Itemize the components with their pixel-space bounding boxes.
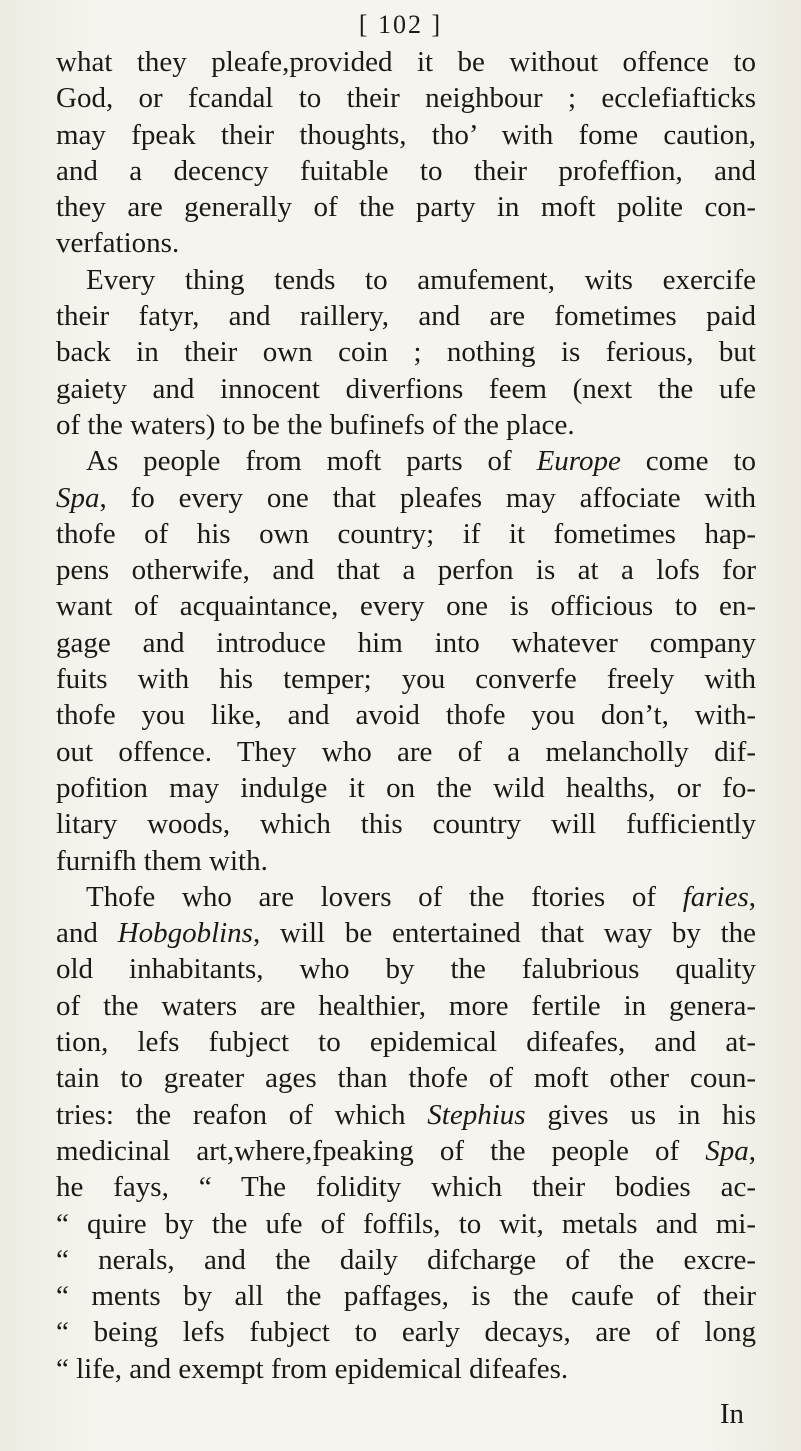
text-line: tain to greater ages than thofe of moft other coun- bbox=[56, 1062, 756, 1095]
quote-line: “ nerals, and the daily difcharge of the excre- bbox=[56, 1243, 756, 1276]
quote-line: “ quire by the ufe of foffils, to wit, metals and mi- bbox=[56, 1207, 756, 1240]
text-line: they are generally of the party in moft polite con- bbox=[56, 191, 756, 224]
text-line: verfations. bbox=[56, 227, 180, 260]
text-line: out offence. They who are of a melancholly dif- bbox=[56, 735, 756, 768]
text-line: God, or fcandal to their neighbour ; ecclefiafticks bbox=[56, 82, 756, 115]
text-line: tries: the reafon of which Stephius gives us in his bbox=[56, 1098, 756, 1131]
text-line: pens otherwife, and that a perfon is at a lofs for bbox=[56, 554, 756, 587]
text-line: he fays, “ The folidity which their bodies ac- bbox=[56, 1171, 756, 1204]
text-line: may fpeak their thoughts, tho’ with fome caution, bbox=[56, 118, 756, 151]
text-line: As people from moft parts of Europe come to bbox=[86, 445, 757, 478]
text-line: what they pleafe,provided it be without offence to bbox=[56, 46, 756, 78]
text-line: their fatyr, and raillery, and are fometimes paid bbox=[56, 300, 756, 333]
italic-word: Hobgoblins bbox=[117, 917, 253, 950]
text-line: Spa, fo every one that pleafes may affociate with bbox=[56, 481, 756, 514]
text-line: old inhabitants, who by the falubrious quality bbox=[56, 953, 756, 986]
text-line: and a decency fuitable to their profeffion, and bbox=[56, 154, 756, 187]
text-line: fuits with his temper; you converfe freely with bbox=[56, 663, 756, 696]
quote-line: “ life, and exempt from epidemical difeafes. bbox=[56, 1352, 569, 1385]
catchword: In bbox=[719, 1398, 744, 1430]
text-line: pofition may indulge it on the wild healths, or fo- bbox=[56, 771, 756, 804]
text-line: of the waters are healthier, more fertile in genera- bbox=[56, 989, 756, 1022]
text-line: thofe of his own country; if it fometimes hap- bbox=[56, 517, 756, 550]
page-number: [ 102 ] bbox=[358, 10, 443, 39]
text-line: furnifh them with. bbox=[56, 844, 268, 877]
text-line: tion, lefs fubject to epidemical difeafes, and at- bbox=[56, 1026, 756, 1059]
text-line: litary woods, which this country will fufficiently bbox=[56, 808, 756, 841]
text-line: thofe you like, and avoid thofe you don’t, with- bbox=[56, 699, 756, 732]
italic-author-name: Stephius bbox=[427, 1098, 526, 1131]
body-text bbox=[56, 44, 756, 1387]
quote-line: “ being lefs fubject to early decays, are of long bbox=[56, 1316, 756, 1349]
text-line: back in their own coin ; nothing is ferious, but bbox=[56, 336, 756, 369]
italic-word: faries bbox=[682, 880, 749, 913]
italic-place-name: Spa bbox=[705, 1134, 749, 1167]
text-line: and Hobgoblins, will be entertained that way by the bbox=[56, 917, 756, 950]
text-line: want of acquaintance, every one is officious to en- bbox=[56, 590, 756, 623]
quote-line: “ ments by all the paffages, is the caufe of their bbox=[56, 1280, 756, 1313]
text-line: medicinal art,where,fpeaking of the people of Spa, bbox=[56, 1134, 756, 1167]
text-line: of the waters) to be the bufinefs of the place. bbox=[56, 408, 575, 441]
text-line: gaiety and innocent diverfions feem (next the ufe bbox=[56, 372, 756, 405]
text-line: gage and introduce him into whatever company bbox=[56, 626, 756, 659]
italic-place-name: Europe bbox=[536, 445, 621, 478]
text-line: Every thing tends to amufement, wits exercife bbox=[86, 263, 756, 296]
text-line: Thofe who are lovers of the ftories of faries, bbox=[86, 880, 756, 913]
italic-place-name: Spa bbox=[56, 481, 100, 514]
